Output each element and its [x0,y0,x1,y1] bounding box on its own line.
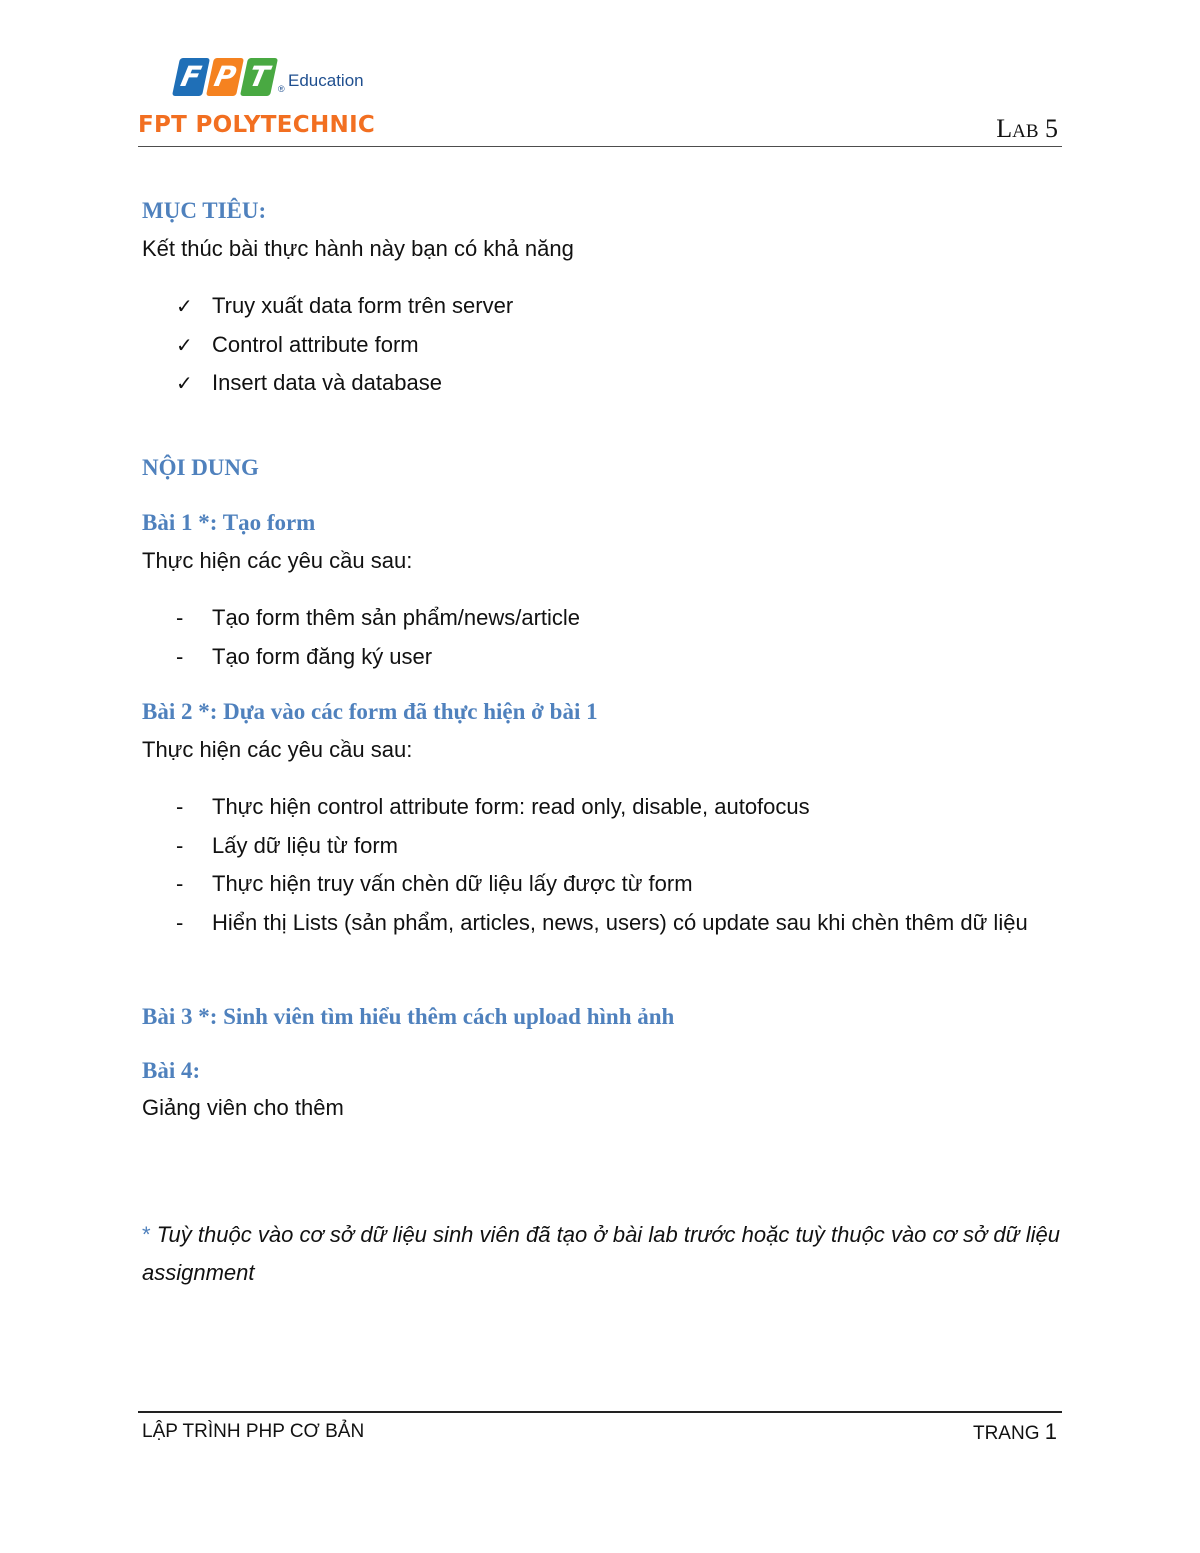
lab-label-initial: L [996,114,1013,143]
dash-marker: - [176,794,184,819]
exercise-2-item [176,904,1060,942]
exercise-item-text: Lấy dữ liệu từ form [212,833,398,858]
header-divider [138,146,1062,147]
footnote-star: * [142,1222,151,1247]
exercise-3-title: Bài 3 *: Sinh viên tìm hiểu thêm cách upload hình ảnh [142,1004,675,1029]
brand-name: FPT POLYTECHNIC [138,112,376,138]
exercise-2-title: Bài 2 *: Dựa vào các form đã thực hiện ở bài 1 [142,699,598,724]
checkmark-icon: ✓ [176,294,193,318]
logo-letter-f: F [172,58,210,96]
exercise-2-item [176,871,693,897]
fpt-education-logo [174,58,374,104]
exercise-1-item [176,605,580,631]
exercise-2-intro: Thực hiện các yêu cầu sau: [142,737,413,762]
footnote [142,1216,1060,1292]
exercise-item-text: Hiển thị Lists (sản phẩm, articles, news, users) có update sau khi chèn thêm dữ liệu [212,910,1028,935]
lab-label-rest: AB [1012,121,1039,142]
checkmark-icon: ✓ [176,333,193,357]
exercise-item-text: Tạo form thêm sản phẩm/news/article [212,605,581,630]
dash-marker: - [176,910,184,935]
objective-item [176,332,419,358]
footer-course-title: LẬP TRÌNH PHP CƠ BẢN [142,1421,365,1442]
objective-item-text: Truy xuất data form trên server [212,293,514,318]
lab-label [996,114,1058,144]
page-header [138,54,1062,148]
footer-divider [138,1411,1062,1413]
logo-education-text: Education [288,71,364,90]
exercise-1-title: Bài 1 *: Tạo form [142,510,316,535]
lab-number: 5 [1045,114,1058,143]
objective-item-text: Insert data và database [212,370,442,395]
exercise-1-item [176,644,432,670]
exercise-item-text: Thực hiện control attribute form: read only, disable, autofocus [212,794,810,819]
objectives-intro: Kết thúc bài thực hành này bạn có khả năng [142,236,574,261]
footer-page [973,1419,1057,1445]
objective-item-text: Control attribute form [212,332,419,357]
footnote-text: Tuỳ thuộc vào cơ sở dữ liệu sinh viên đã tạo ở bài lab trước hoặc tuỳ thuộc vào cơ sở dữ liệu assignment [142,1222,1061,1285]
logo-letter-t: T [240,58,278,96]
logo-letter-p: P [206,58,244,96]
exercise-4-intro: Giảng viên cho thêm [142,1095,344,1120]
content-heading: NỘI DUNG [142,455,259,480]
exercise-item-text: Thực hiện truy vấn chèn dữ liệu lấy được từ form [212,871,693,896]
exercise-2-item [176,794,810,820]
checkmark-icon: ✓ [176,371,193,395]
objective-item [176,370,442,396]
dash-marker: - [176,644,184,669]
objective-item [176,293,513,319]
exercise-1-intro: Thực hiện các yêu cầu sau: [142,548,413,573]
objectives-heading: MỤC TIÊU: [142,198,267,223]
dash-marker: - [176,605,184,630]
dash-marker: - [176,833,184,858]
exercise-4-title: Bài 4: [142,1058,201,1083]
footer-page-number: 1 [1044,1419,1057,1444]
logo-registered-mark: ® [278,84,285,94]
exercise-item-text: Tạo form đăng ký user [212,644,433,669]
footer-page-label: TRANG [972,1423,1040,1444]
exercise-2-item [176,833,398,859]
dash-marker: - [176,871,184,896]
